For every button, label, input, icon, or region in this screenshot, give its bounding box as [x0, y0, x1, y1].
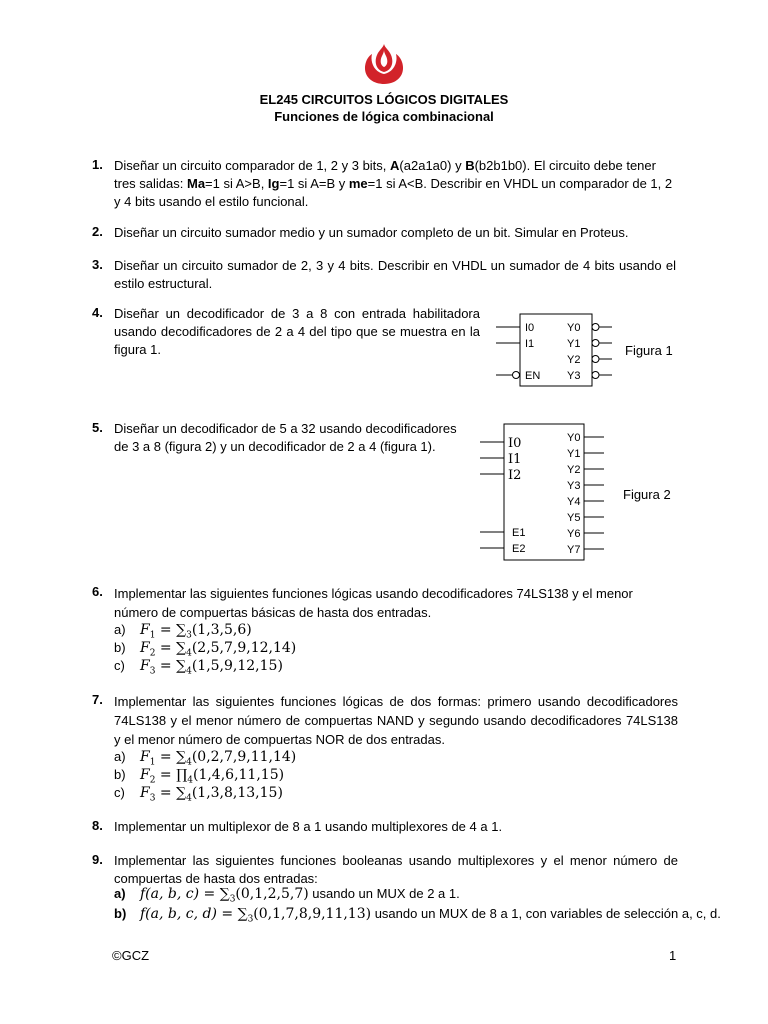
problem-9-item-b: b) f(a, b, c, $d) = \sum_3(0,1,7,8,9,11,13)$ usando un MUX de 8 a 1, con variables de selección a, c, d.	[114, 906, 721, 925]
problem-number: 4.	[92, 305, 103, 320]
fig1-input-label: I0	[525, 322, 535, 334]
problem-8-text: Implementar un multiplexor de 8 a 1 usando multiplexores de 4 a 1.	[114, 819, 503, 834]
fig2-enable-label: E1	[512, 527, 526, 539]
fig1-output-label: Y0	[567, 322, 581, 334]
problem-number: 7.	[92, 692, 103, 707]
university-logo	[360, 40, 408, 88]
problem-6-item-c: c) $F_3 = \sum_4(1,5,9,12,15)$	[114, 658, 283, 677]
fig2-output-label: Y1	[567, 448, 581, 460]
problem-7-item-b: b) $F_2$ = $\prod_4(1,4,6,11,15)$	[114, 767, 285, 786]
fig2-input-label: I1	[508, 452, 522, 467]
problem-1-text: Diseñar un circuito comparador de 1, 2 y 3 bits, A(a2a1a0) y B(b2b1b0). El circuito debe tener tres salidas: Ma=1 si A>B, Ig=1 si A=B y me=1 si A<B. Describir en VHDL un comparador de 1, 2 y 4 bits usando el estilo funcional.	[114, 158, 673, 209]
fig2-input-label: I0	[508, 436, 522, 451]
problem-2-text: Diseñar un circuito sumador medio y un sumador completo de un bit. Simular en Proteus.	[114, 225, 629, 240]
fig2-enable-label: E2	[512, 543, 526, 555]
problem-7-item-c: c) $F_3 = \sum_4(1,3,8,13,15)$	[114, 785, 283, 804]
problem-4-text: Diseñar un decodificador de 3 a 8 con entrada habilitadora usando decodificadores de 2 a 4 del tipo que se muestra en la figura 1.	[114, 306, 480, 357]
figure-1-decoder-2to4	[496, 310, 616, 390]
page-subtitle: Funciones de lógica combinacional	[274, 109, 494, 124]
problem-6-item-a: a) $F_1 = \sum_3(1,3,5,6)$	[114, 622, 252, 641]
figure-2-caption: Figura 2	[623, 487, 671, 502]
fig1-enable-label: EN	[525, 370, 541, 382]
course-title: EL245 CIRCUITOS LÓGICOS DIGITALES	[259, 92, 509, 107]
fig2-input-label: I2	[508, 468, 522, 483]
fig1-output-label: Y1	[567, 338, 581, 350]
fig2-output-label: Y3	[567, 480, 581, 492]
fig1-output-label: Y3	[567, 370, 581, 382]
fig1-output-label: Y2	[567, 354, 581, 366]
problem-6-item-b: b) $F_2 = \sum_4(2,5,7,9,12,14)$	[114, 640, 297, 659]
problem-7-item-a: a) $F_1 = \sum_4(0,2,7,9,11,14)$	[114, 749, 297, 768]
problem-number: 2.	[92, 224, 103, 239]
problem-number: 3.	[92, 257, 103, 272]
problem-6-text: Implementar las siguientes funciones lógicas usando decodificadores 74LS138 y el menor número de compuertas básicas de hasta dos entradas.	[114, 586, 633, 620]
page-number: 1	[669, 948, 677, 963]
fig2-output-label: Y0	[567, 432, 581, 444]
problem-number: 1.	[92, 157, 103, 172]
fig2-output-label: Y6	[567, 528, 581, 540]
problem-9-text: Implementar las siguientes funciones booleanas usando multiplexores y el menor número de compuertas de hasta dos entradas:	[114, 853, 678, 886]
footer-copyright: ©GCZ	[112, 948, 150, 963]
problem-9-item-a: a) f(a, b, $c) = \sum_3(0,1,2,5,7)$ usando un MUX de 2 a 1.	[114, 886, 460, 905]
problem-number: 9.	[92, 852, 103, 867]
problem-3-text: Diseñar un circuito sumador de 2, 3 y 4 bits. Describir en VHDL un sumador de 4 bits usando el estilo estructural.	[114, 258, 676, 291]
problem-5-text: Diseñar un decodificador de 5 a 32 usando decodificadores de 3 a 8 (figura 2) y un decodificador de 2 a 4 (figura 1).	[114, 421, 457, 454]
fig2-output-label: Y5	[567, 512, 581, 524]
problem-number: 5.	[92, 420, 103, 435]
problem-number: 8.	[92, 818, 103, 833]
figure-2-decoder-3to8	[480, 420, 610, 562]
figure-1-caption: Figura 1	[625, 343, 673, 358]
problem-number: 6.	[92, 584, 103, 599]
problem-7-text: Implementar las siguientes funciones lógicas de dos formas: primero usando decodificadores 74LS138 y el menor número de compuertas NAND y segundo usando decodificadores 74LS138 y el menor número de compuertas NOR de dos entradas.	[114, 694, 678, 747]
fig1-input-label: I1	[525, 338, 535, 350]
fig2-output-label: Y2	[567, 464, 581, 476]
fig2-output-label: Y4	[567, 496, 581, 508]
fig2-output-label: Y7	[567, 544, 581, 556]
